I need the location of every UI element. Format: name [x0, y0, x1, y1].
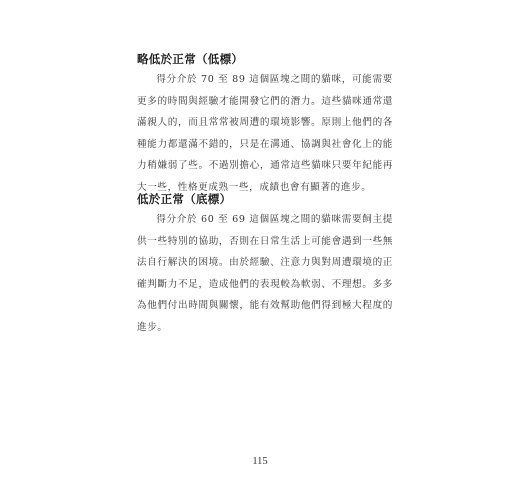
- section-below-normal-bottom: [137, 191, 393, 339]
- section-paragraph: 得分介於 70 至 89 這個區塊之間的貓咪，可能需要更多的時間與經驗才能開發它們的潛力。這些貓咪通常還滿親人的，而且常常被周遭的環境影響。原則上他們的各種能力都還滿不錯的，只是在溝通、協調與社會化上的能力稍嫌弱了些。不過別擔心，通常這些貓咪只要年紀能再大一些，性格更成熟一些，成績也會有顯著的進步。: [137, 74, 393, 193]
- section-below-normal-low: [137, 51, 393, 199]
- section-paragraph: 得分介於 60 至 69 這個區塊之間的貓咪需要飼主提供一些特別的協助，否則在日常生活上可能會遇到一些無法自行解決的困境。由於經驗、注意力與對周遭環境的正確判斷力不足，造成他們的表現較為軟弱、不理想。多多為他們付出時間與關懷，能有效幫助他們得到極大程度的進步。: [137, 214, 393, 333]
- page-number: 115: [252, 456, 268, 467]
- section-heading: 低於正常（底標）: [137, 192, 232, 206]
- section-heading: 略低於正常（低標）: [137, 52, 244, 66]
